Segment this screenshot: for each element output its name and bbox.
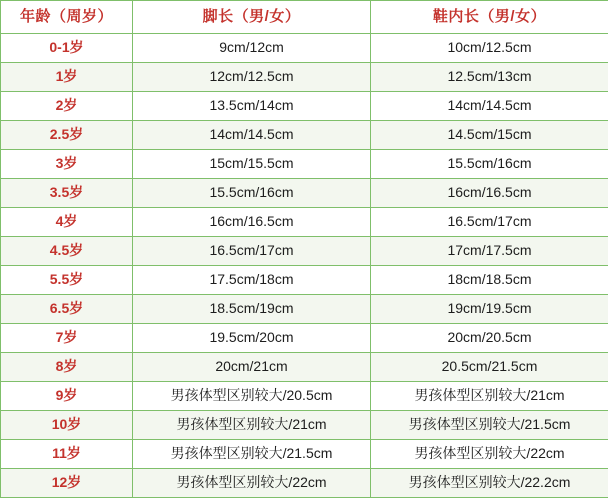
cell-shoe-inner-length: 20.5cm/21.5cm (371, 353, 608, 382)
cell-shoe-inner-length: 12.5cm/13cm (371, 63, 608, 92)
cell-foot-length: 男孩体型区别较大/21.5cm (133, 440, 371, 469)
cell-shoe-inner-length: 16.5cm/17cm (371, 208, 608, 237)
header-row (1, 1, 608, 34)
cell-foot-length: 男孩体型区别较大/22cm (133, 469, 371, 498)
table-row (1, 63, 608, 92)
cell-shoe-inner-length: 18cm/18.5cm (371, 266, 608, 295)
cell-shoe-inner-length: 14cm/14.5cm (371, 92, 608, 121)
table-row (1, 382, 608, 411)
table-row (1, 440, 608, 469)
table-header (1, 1, 608, 34)
cell-shoe-inner-length: 男孩体型区别较大/21cm (371, 382, 608, 411)
table-row (1, 411, 608, 440)
cell-foot-length: 9cm/12cm (133, 34, 371, 63)
cell-age: 12岁 (1, 469, 133, 498)
cell-age: 0-1岁 (1, 34, 133, 63)
column-header-age: 年龄（周岁） (1, 1, 133, 34)
cell-foot-length: 男孩体型区别较大/21cm (133, 411, 371, 440)
cell-shoe-inner-length: 14.5cm/15cm (371, 121, 608, 150)
cell-age: 2岁 (1, 92, 133, 121)
cell-shoe-inner-length: 20cm/20.5cm (371, 324, 608, 353)
table-row (1, 179, 608, 208)
cell-shoe-inner-length: 男孩体型区别较大/22cm (371, 440, 608, 469)
cell-shoe-inner-length: 19cm/19.5cm (371, 295, 608, 324)
cell-shoe-inner-length: 男孩体型区别较大/22.2cm (371, 469, 608, 498)
cell-foot-length: 15cm/15.5cm (133, 150, 371, 179)
cell-shoe-inner-length: 16cm/16.5cm (371, 179, 608, 208)
table-row (1, 324, 608, 353)
cell-age: 10岁 (1, 411, 133, 440)
cell-age: 9岁 (1, 382, 133, 411)
table-row (1, 34, 608, 63)
table-row (1, 266, 608, 295)
table-row (1, 295, 608, 324)
cell-age: 5.5岁 (1, 266, 133, 295)
cell-foot-length: 16.5cm/17cm (133, 237, 371, 266)
cell-age: 6.5岁 (1, 295, 133, 324)
cell-foot-length: 15.5cm/16cm (133, 179, 371, 208)
cell-age: 11岁 (1, 440, 133, 469)
cell-foot-length: 16cm/16.5cm (133, 208, 371, 237)
cell-foot-length: 18.5cm/19cm (133, 295, 371, 324)
table-row (1, 237, 608, 266)
cell-age: 7岁 (1, 324, 133, 353)
cell-foot-length: 12cm/12.5cm (133, 63, 371, 92)
cell-age: 3岁 (1, 150, 133, 179)
table-body (1, 34, 608, 498)
cell-shoe-inner-length: 17cm/17.5cm (371, 237, 608, 266)
cell-shoe-inner-length: 男孩体型区别较大/21.5cm (371, 411, 608, 440)
cell-shoe-inner-length: 10cm/12.5cm (371, 34, 608, 63)
cell-shoe-inner-length: 15.5cm/16cm (371, 150, 608, 179)
cell-age: 1岁 (1, 63, 133, 92)
cell-age: 4.5岁 (1, 237, 133, 266)
cell-age: 8岁 (1, 353, 133, 382)
cell-foot-length: 19.5cm/20cm (133, 324, 371, 353)
cell-foot-length: 13.5cm/14cm (133, 92, 371, 121)
cell-age: 2.5岁 (1, 121, 133, 150)
column-header-shoe-inner-length: 鞋内长（男/女） (371, 1, 608, 34)
table-row (1, 353, 608, 382)
cell-foot-length: 14cm/14.5cm (133, 121, 371, 150)
cell-age: 3.5岁 (1, 179, 133, 208)
table-row (1, 208, 608, 237)
table-row (1, 150, 608, 179)
table-row (1, 469, 608, 498)
table-row (1, 92, 608, 121)
cell-foot-length: 20cm/21cm (133, 353, 371, 382)
cell-foot-length: 17.5cm/18cm (133, 266, 371, 295)
cell-age: 4岁 (1, 208, 133, 237)
column-header-foot-length: 脚长（男/女） (133, 1, 371, 34)
cell-foot-length: 男孩体型区别较大/20.5cm (133, 382, 371, 411)
table-row (1, 121, 608, 150)
